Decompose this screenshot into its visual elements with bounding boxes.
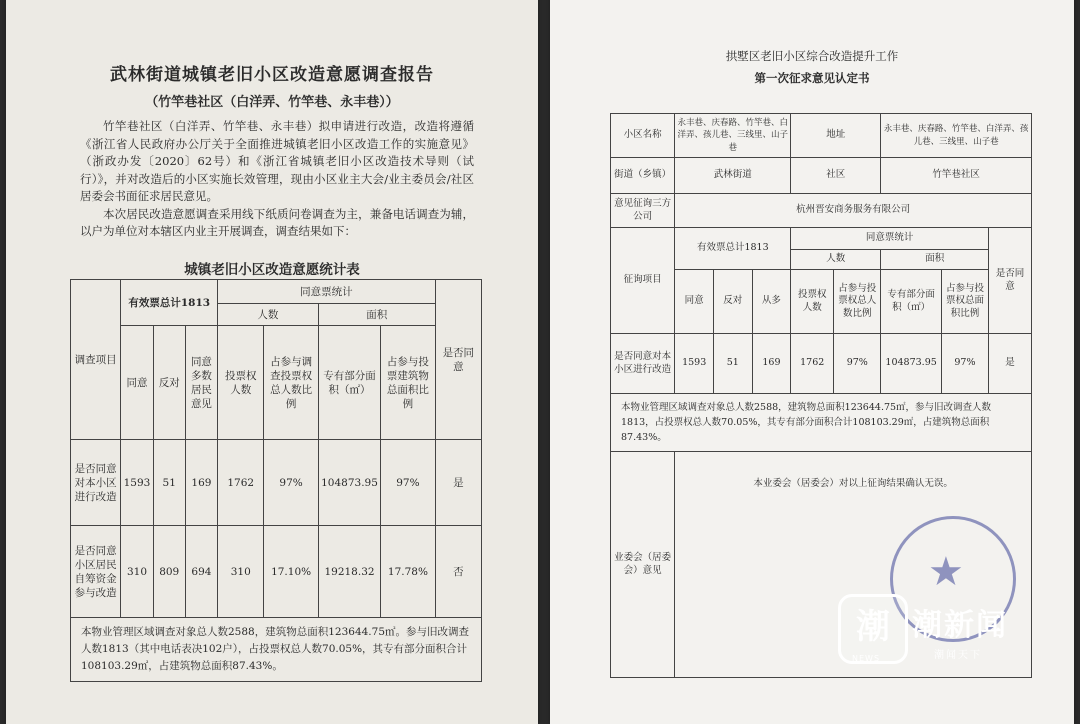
item-label: 征询项目 <box>611 228 675 334</box>
row-area-ratio: 97% <box>381 440 435 526</box>
row-area-ratio: 97% <box>941 334 988 394</box>
logo-name: 潮新闻 <box>912 608 1008 643</box>
row-follow: 169 <box>752 334 791 394</box>
intro-paragraph-1: 竹竿巷社区（白洋弄、竹竿巷、永丰巷）拟申请进行改造，改造将遵循《浙江省人民政府办公厅关于全面推进城镇老旧小区改造工作的实施意见》（浙政办发〔2020〕62号）和《浙江省城镇老旧小区改造技术导则（试行）》，并对改造后的小区实施长效管理，现由小区业主大会/业主委员会/社区居委会书面征求居民意见。 <box>80 119 474 203</box>
row-item: 是否同意小区居民自筹资金参与改造 <box>71 526 121 618</box>
row-oppose: 51 <box>714 334 753 394</box>
consent-stats: 同意票统计 <box>791 228 989 250</box>
valid-votes: 有效票总计1813 <box>675 228 791 270</box>
area-label: 面积 <box>881 250 989 270</box>
row-agreed: 是 <box>989 334 1032 394</box>
community-name: 永丰巷、庆春路、竹竿巷、白洋弄、孩儿巷、三线里、山子巷 <box>675 114 791 158</box>
survey-stats-table <box>70 279 482 682</box>
header-item: 调查项目 <box>71 280 121 440</box>
confirm-text: 本业委会（居委会）对以上征询结果确认无误。 <box>675 452 1032 678</box>
row-people-ratio: 97% <box>264 440 318 526</box>
left-title: 武林街道城镇老旧小区改造意愿调查报告 <box>110 65 434 85</box>
header-people-ratio: 占参与调查投票权总人数比例 <box>264 326 318 440</box>
header-consent-stats: 同意票统计 <box>218 280 436 304</box>
row-item: 是否同意对本小区进行改造 <box>71 440 121 526</box>
row-exclusive-area: 19218.32 <box>318 526 380 618</box>
header-area-ratio: 占参与投票建筑物总面积比例 <box>381 326 435 440</box>
row-oppose: 51 <box>153 440 185 526</box>
right-title: 拱墅区老旧小区综合改造提升工作 <box>725 49 899 63</box>
table-row <box>71 526 482 618</box>
logo-news-label: NEWS <box>852 654 881 663</box>
header-people: 人数 <box>218 304 319 326</box>
header-agreed: 是否同意 <box>435 280 481 440</box>
street-label: 街道（乡镇） <box>611 158 675 194</box>
row-agreed: 是 <box>435 440 481 526</box>
people-label: 人数 <box>791 250 881 270</box>
exclusive-area-label: 专有部分面积（㎡） <box>881 270 941 334</box>
community-name-label: 小区名称 <box>611 114 675 158</box>
left-intro <box>80 118 474 241</box>
intro-paragraph-2: 本次居民改造意愿调查采用线下纸质问卷调查为主，兼备电话调查为辅，以户为单位对本辖区内业主开展调查，调查结果如下： <box>80 206 474 238</box>
oppose-label: 反对 <box>714 270 753 334</box>
row-item: 是否同意对本小区进行改造 <box>611 334 675 394</box>
row-oppose: 809 <box>153 526 185 618</box>
left-document <box>6 0 538 724</box>
row-agreed: 否 <box>435 526 481 618</box>
community-label: 社区 <box>791 158 881 194</box>
committee-label: 业委会（居委会）意见 <box>611 452 675 678</box>
address: 永丰巷、庆春路、竹竿巷、白洋弄、孩儿巷、三线里、山子巷 <box>881 114 1032 158</box>
community: 竹竿巷社区 <box>881 158 1032 194</box>
third-party-label: 意见征询三方公司 <box>611 194 675 228</box>
header-voter-count: 投票权人数 <box>218 326 264 440</box>
header-area: 面积 <box>318 304 435 326</box>
header-majority: 同意多数居民意见 <box>185 326 217 440</box>
table-row <box>71 440 482 526</box>
people-ratio-label: 占参与投票权总人数比例 <box>834 270 881 334</box>
right-subtitle: 第一次征求意见认定书 <box>754 71 870 85</box>
logo-tagline: 潮闻天下 <box>934 650 982 661</box>
header-agree: 同意 <box>121 326 153 440</box>
third-party: 杭州晋安商务服务有限公司 <box>675 194 1032 228</box>
area-ratio-label: 占参与投票权总面积比例 <box>941 270 988 334</box>
row-exclusive-area: 104873.95 <box>318 440 380 526</box>
street: 武林街道 <box>675 158 791 194</box>
row-voter-count: 310 <box>218 526 264 618</box>
follow-label: 从多 <box>752 270 791 334</box>
row-majority: 694 <box>185 526 217 618</box>
row-area-ratio: 17.78% <box>381 526 435 618</box>
row-voter-count: 1762 <box>218 440 264 526</box>
row-exclusive-area: 104873.95 <box>881 334 941 394</box>
table-row <box>611 334 1032 394</box>
agreed-label: 是否同意 <box>989 228 1032 334</box>
right-note: 本物业管理区域调查对象总人数2588，建筑物总面积123644.75㎡，参与旧改调查人数1813，占投票权总人数70.05%，其专有部分面积合计108103.29㎡，占建筑物总面积87.43%。 <box>611 394 1032 452</box>
header-valid-votes: 有效票总计1813 <box>121 280 218 326</box>
header-oppose: 反对 <box>153 326 185 440</box>
left-subtitle: （竹竿巷社区（白洋弄、竹竿巷、永丰巷）） <box>145 95 399 110</box>
voter-count-label: 投票权人数 <box>791 270 834 334</box>
news-logo <box>838 594 1028 666</box>
row-majority: 169 <box>185 440 217 526</box>
address-label: 地址 <box>791 114 881 158</box>
row-agree: 310 <box>121 526 153 618</box>
row-voter-count: 1762 <box>791 334 834 394</box>
logo-badge: 潮 <box>838 594 908 664</box>
left-note: 本物业管理区域调查对象总人数2588，建筑物总面积123644.75㎡。参与旧改调查人数1813（其中电话表决102户），占投票权总人数70.05%，其专有部分面积合计108103.29㎡，占建筑物总面积87.43%。 <box>71 618 482 682</box>
agree-label: 同意 <box>675 270 714 334</box>
header-exclusive-area: 专有部分面积（㎡） <box>318 326 380 440</box>
left-table-title: 城镇老旧小区改造意愿统计表 <box>184 262 360 278</box>
row-people-ratio: 17.10% <box>264 526 318 618</box>
row-people-ratio: 97% <box>834 334 881 394</box>
row-agree: 1593 <box>121 440 153 526</box>
seal-star-icon: ★ <box>928 549 964 595</box>
row-agree: 1593 <box>675 334 714 394</box>
